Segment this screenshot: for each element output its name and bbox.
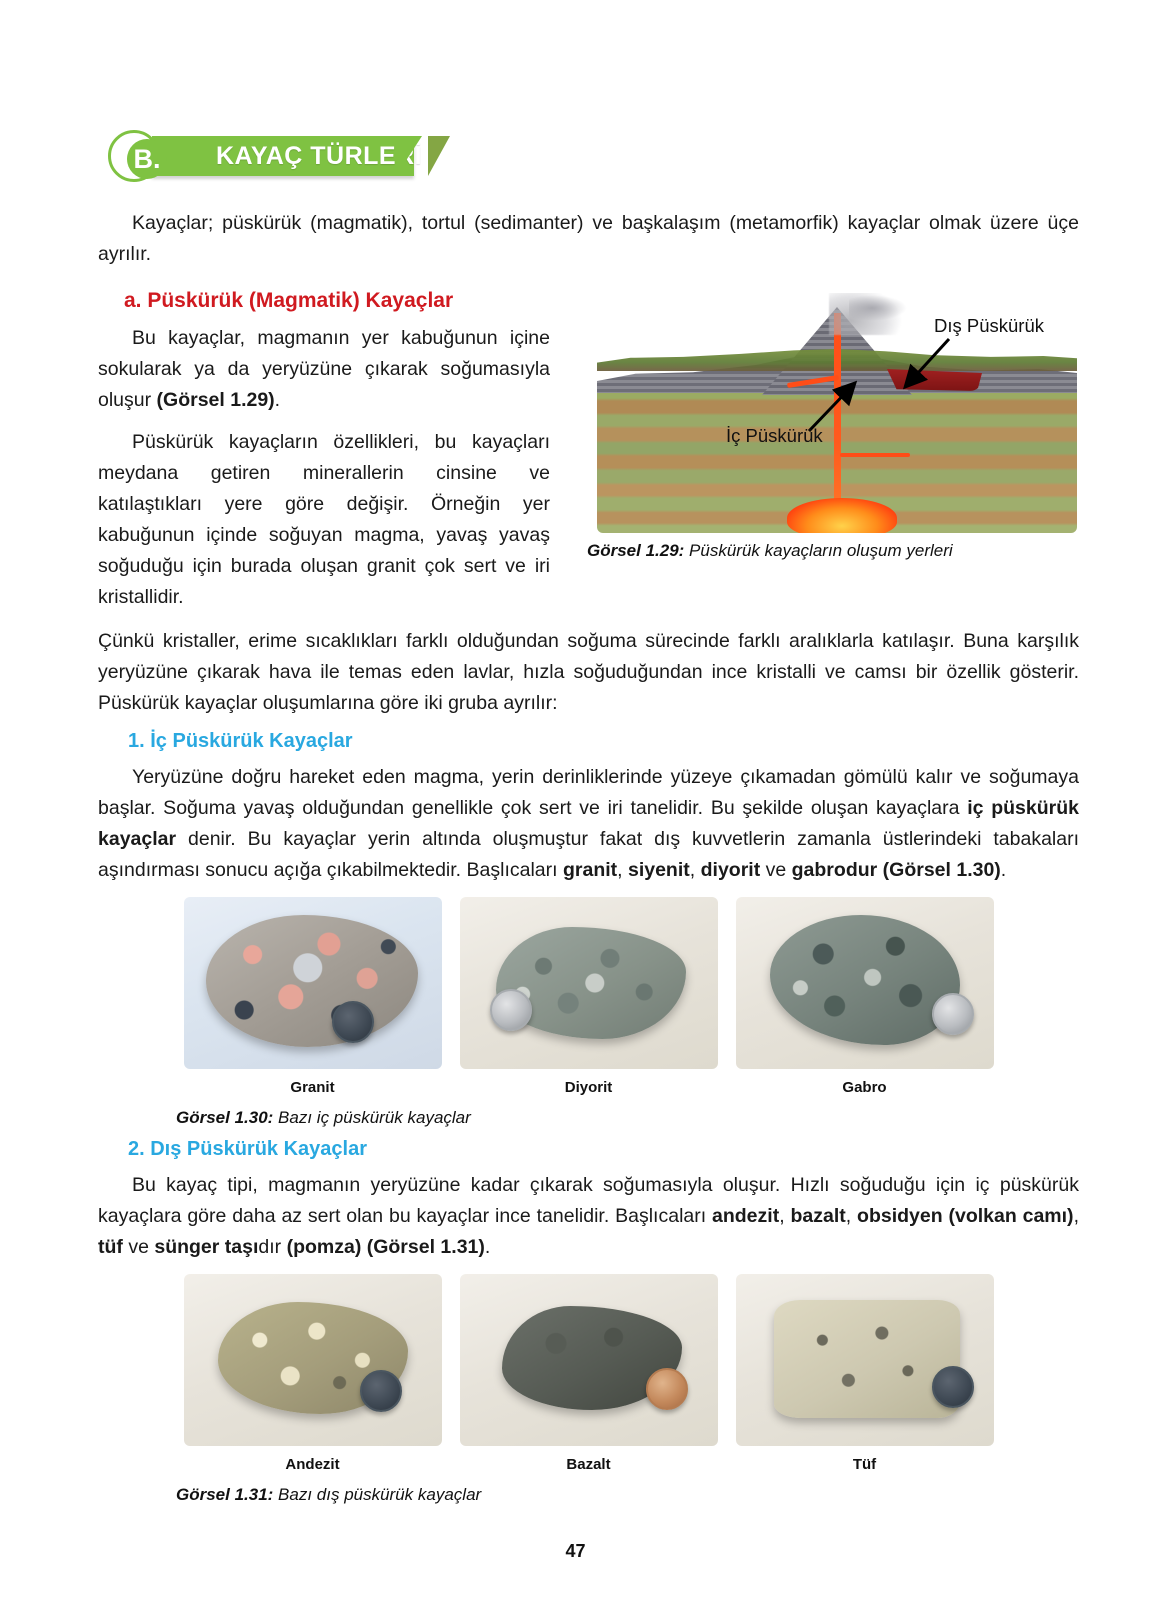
- s2-term-sunger-tasi: sünger taşı: [154, 1236, 259, 1258]
- s1-term-gabro: gabro: [791, 859, 846, 881]
- rock-label-granit: Granit: [290, 1079, 335, 1096]
- s1-text-d: ,: [689, 859, 701, 881]
- rock-cell-bazalt: [460, 1274, 718, 1473]
- s1-figure-ref: (Görsel 1.30): [882, 859, 1001, 881]
- rock-cell-tuf: [736, 1274, 994, 1473]
- figure-131-caption-number: Görsel 1.31:: [176, 1485, 274, 1504]
- s1-term-siyenit: siyenit: [627, 859, 690, 881]
- s2-term-tuf: tüf: [98, 1236, 123, 1258]
- p1-text-a: Bu kayaçlar, magmanın yer kabuğunun içine sokularak ya da yeryüzüne çıkarak soğumasıyla oluşur: [98, 327, 550, 411]
- s1-text-c: ,: [617, 859, 628, 881]
- section-letter-disc: [127, 139, 167, 179]
- rock-photo-diyorit: [460, 897, 718, 1069]
- s1-term-granit: granit: [562, 859, 618, 881]
- page-number: 47: [565, 1541, 586, 1561]
- figure-130-caption-text: Bazı iç püskürük kayaçlar: [273, 1108, 471, 1127]
- rock-cell-granit: [184, 897, 442, 1096]
- section-title: KAYAÇ TÜRLERİ: [216, 141, 423, 170]
- rock-specimen-gabro: [770, 915, 960, 1045]
- rock-specimen-granit: [206, 915, 418, 1047]
- figure-130-caption: [176, 1108, 1079, 1128]
- section-a-paragraph-3: Çünkü kristaller, erime sıcaklıkları farklı olduğundan soğuma sürecinde farklı aralıklarla katılaşır. Buna karşılık yeryüzüne çıkarak hava ile temas eden lavlar, hızla soğuduğundan ince kristalli ve camsı bir özellik gösterir. Püskürük kayaçlar oluşumlarına göre iki gruba ayrılır:: [98, 630, 1079, 714]
- figure-129-caption: [587, 541, 1087, 561]
- section-2-paragraph: [98, 1170, 1079, 1263]
- rock-label-tuf: Tüf: [852, 1456, 877, 1473]
- p1-text-b: .: [274, 389, 281, 411]
- s1-text-g: .: [1000, 859, 1007, 881]
- banner-bar: [152, 136, 423, 176]
- heading-section-a: a. Püskürük (Magmatik) Kayaçlar: [124, 289, 454, 312]
- rock-specimen-tuf: [774, 1300, 960, 1418]
- magma-sill-lower: [840, 453, 910, 457]
- section-a-text-column: [98, 281, 550, 624]
- intro-paragraph: Kayaçlar; püskürük (magmatik), tortul (sedimanter) ve başkalaşım (metamorfik) kayaçlar olmak üzere üçe ayrılır.: [98, 212, 1079, 265]
- heading-section-2: 2. Dış Püskürük Kayaçlar: [128, 1138, 368, 1160]
- scale-coin: [332, 1001, 374, 1043]
- section-a-paragraph-2: Püskürük kayaçların özellikleri, bu kayaçları meydana getiren minerallerin cinsine ve katılaştıkları yere göre değişir. Örneğin yer kabuğunun içinde soğuyan magma, yavaş yavaş soğuduğu için burada oluşan granit çok sert ve iri kristallidir.: [98, 431, 550, 608]
- s1-text-a: Yeryüzüne doğru hareket eden magma, yerin derinliklerinde yüzeye çıkamadan gömülü kalır ve soğumaya başlar. Soğuma yavaş olduğundan genellikle çok sert ve iri tanelidir. Bu şekilde oluşan kayaçlara: [98, 766, 1079, 819]
- rock-photo-granit: [184, 897, 442, 1069]
- s1-term-ic-puskuruk: iç püskürük kayaçlar: [98, 797, 1079, 850]
- banner-wedge-dark: [428, 136, 450, 176]
- scale-coin: [490, 989, 532, 1031]
- smoke-plume-core: [849, 295, 907, 321]
- rock-label-diyorit: Diyorit: [564, 1079, 613, 1096]
- magma-chamber: [787, 498, 897, 533]
- figure-label-outer-extrusive: Dış Püskürük: [934, 315, 1045, 336]
- figure-131-caption: [176, 1485, 1079, 1505]
- section-a-block: [98, 281, 1079, 624]
- s2-text-d: ,: [1073, 1205, 1079, 1227]
- figure-130-row: [98, 897, 1079, 1096]
- banner-wedge-light: [396, 136, 422, 176]
- figure-130-caption-number: Görsel 1.30:: [176, 1108, 274, 1127]
- scale-coin: [932, 1366, 974, 1408]
- s2-term-andezit: andezit: [712, 1205, 780, 1227]
- section-1-paragraph: [98, 762, 1079, 886]
- rock-cell-gabro: [736, 897, 994, 1096]
- section-banner: [98, 130, 1079, 182]
- s2-term-bazalt: bazalt: [790, 1205, 846, 1227]
- section-letter-ring: [108, 130, 160, 182]
- s2-term-obsidyen: obsidyen (volkan camı): [857, 1205, 1074, 1227]
- s2-text-f: dır: [258, 1236, 287, 1258]
- s2-text-e: ve: [122, 1236, 155, 1258]
- s2-text-c: ,: [845, 1205, 858, 1227]
- section-letter: B.: [133, 143, 161, 174]
- rock-photo-tuf: [736, 1274, 994, 1446]
- figure-129-caption-text: Püskürük kayaçların oluşum yerleri: [684, 541, 953, 560]
- heading-section-1: 1. İç Püskürük Kayaçlar: [128, 730, 353, 752]
- rock-label-gabro: Gabro: [842, 1079, 887, 1096]
- section-a-paragraph-1: [98, 323, 550, 416]
- rock-photo-andezit: [184, 1274, 442, 1446]
- rock-cell-andezit: [184, 1274, 442, 1473]
- s1-text-b: denir. Bu kayaçlar yerin altında oluşmuştur fakat dış kuvvetlerin zamanla üstlerindeki tabakaları aşındırması sonucu açığa çıkabilmektedir. Başlıcaları: [98, 828, 1079, 881]
- s1-text-e: ve: [760, 859, 792, 881]
- arrow-outer-extrusive: [897, 335, 957, 397]
- figure-129: [587, 293, 1087, 561]
- figure-131-row: [98, 1274, 1079, 1473]
- rock-label-bazalt: Bazalt: [566, 1456, 611, 1473]
- s2-figure-ref: (pomza) (Görsel 1.31): [286, 1236, 485, 1258]
- p1-figure-ref: (Görsel 1.29): [156, 389, 275, 411]
- rock-cell-diyorit: [460, 897, 718, 1096]
- s1-term-diyorit: diyorit: [700, 859, 761, 881]
- figure-131-caption-text: Bazı dış püskürük kayaçlar: [273, 1485, 482, 1504]
- scale-coin: [360, 1370, 402, 1412]
- s2-text-b: ,: [779, 1205, 791, 1227]
- figure-label-inner-intrusive: İç Püskürük: [726, 425, 823, 446]
- figure-129-caption-number: Görsel 1.29:: [587, 541, 685, 560]
- rock-photo-gabro: [736, 897, 994, 1069]
- rock-label-andezit: Andezit: [285, 1456, 340, 1473]
- scale-coin: [932, 993, 974, 1035]
- volcano-cross-section-image: [587, 293, 1087, 533]
- scale-coin: [646, 1368, 688, 1410]
- s1-text-f: dur: [845, 859, 883, 881]
- s2-text-g: .: [484, 1236, 491, 1258]
- rock-photo-bazalt: [460, 1274, 718, 1446]
- s2-text-a: Bu kayaç tipi, magmanın yeryüzüne kadar çıkarak soğumasıyla oluşur. Hızlı soğuduğu için iç püskürük kayaçlara göre daha az sert olan bu kayaçlar ince tanelidir. Başlıcaları: [98, 1174, 1079, 1227]
